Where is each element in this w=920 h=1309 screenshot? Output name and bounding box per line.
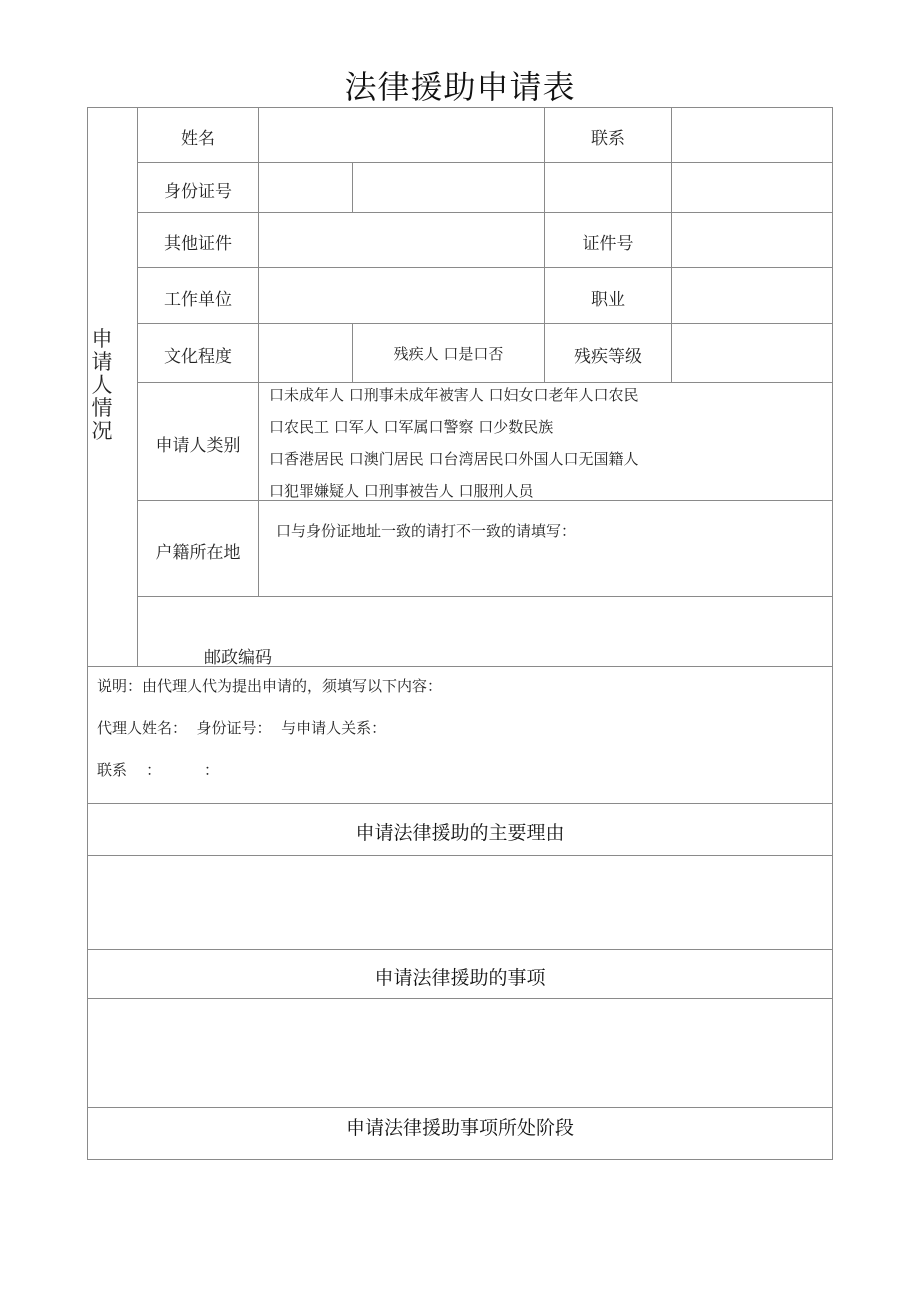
table-border [87, 1159, 833, 1160]
disability-level-field[interactable] [673, 325, 831, 381]
row-divider [137, 382, 833, 383]
work-unit-field[interactable] [260, 269, 543, 322]
column-divider [352, 162, 353, 212]
column-divider [671, 107, 672, 382]
id-number-label: 身份证号 [164, 182, 232, 202]
agent-info-line: 代理人姓名： 身份证号： 与申请人关系： [97, 719, 387, 737]
row-divider [87, 666, 833, 667]
reason-field[interactable] [89, 857, 831, 948]
contact-label: 联系 [591, 129, 625, 149]
disability-level-label: 残疾等级 [574, 347, 642, 367]
row-divider [87, 949, 833, 950]
category-label: 申请人类别 [155, 436, 241, 456]
category-option-line[interactable]: 口香港居民 口澳门居民 口台湾居民口外国人口无国籍人 [269, 450, 639, 468]
contact-field[interactable] [673, 109, 831, 161]
row-divider [137, 267, 833, 268]
disabled-checkbox-text[interactable]: 残疾人 口是口否 [393, 345, 504, 363]
agent-contact-line: 联系 ： ： [97, 761, 219, 779]
row-divider [137, 596, 833, 597]
matter-field[interactable] [89, 1000, 831, 1106]
household-label: 户籍所在地 [155, 543, 241, 563]
cert-number-field[interactable] [673, 214, 831, 266]
household-checkbox-text[interactable]: 口与身份证地址一致的请打不一致的请填写： [276, 522, 577, 540]
agent-note: 说明：由代理人代为提出申请的，须填写以下内容： [97, 677, 443, 695]
matter-heading: 申请法律援助的事项 [374, 967, 546, 989]
row-divider [87, 1107, 833, 1108]
occupation-field[interactable] [673, 269, 831, 322]
row-divider [87, 855, 833, 856]
row-divider [137, 212, 833, 213]
row-divider [87, 998, 833, 999]
category-option-line[interactable]: 口犯罪嫌疑人 口刑事被告人 口服刑人员 [269, 482, 534, 500]
other-id-field[interactable] [260, 214, 543, 266]
name-field[interactable] [260, 109, 543, 161]
reason-heading: 申请法律援助的主要理由 [355, 822, 565, 844]
table-border [832, 107, 833, 1160]
applicant-section-label: 申请人情况 [91, 327, 113, 443]
name-label: 姓名 [181, 129, 215, 149]
other-id-label: 其他证件 [164, 234, 232, 254]
table-border [87, 107, 833, 108]
id-number-field[interactable] [354, 164, 543, 211]
column-divider [258, 107, 259, 596]
work-unit-label: 工作单位 [164, 290, 232, 310]
postal-code-label: 邮政编码 [204, 648, 272, 668]
education-label: 文化程度 [164, 347, 232, 367]
occupation-label: 职业 [591, 290, 625, 310]
row-divider [137, 323, 833, 324]
row-divider [137, 162, 833, 163]
category-option-line[interactable]: 口农民工 口军人 口军属口警察 口少数民族 [269, 418, 554, 436]
cert-number-label: 证件号 [582, 234, 634, 254]
category-option-line[interactable]: 口未成年人 口刑事未成年被害人 口妇女口老年人口农民 [269, 386, 639, 404]
form-title: 法律援助申请表 [344, 68, 576, 106]
stage-heading: 申请法律援助事项所处阶段 [345, 1117, 574, 1139]
table-border [87, 107, 88, 1160]
education-field[interactable] [260, 325, 351, 381]
row-divider [87, 803, 833, 804]
